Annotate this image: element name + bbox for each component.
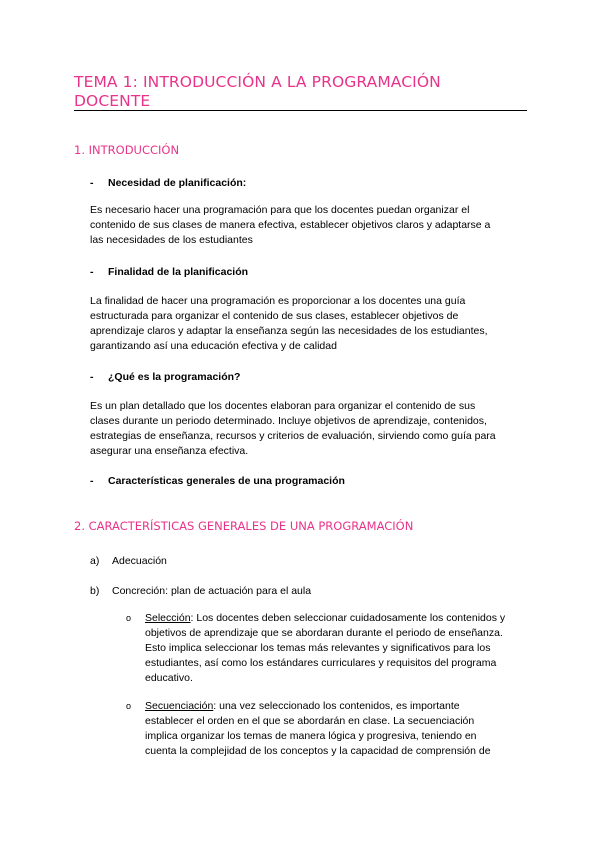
term-secuenciacion: Secuenciación <box>145 700 214 712</box>
title-line-2: DOCENTE <box>74 92 151 110</box>
paragraph-finalidad: La finalidad de hacer una programación es proporcionar a los docentes una guía estructurada para organizar el contenido de sus clases, establecer objetivos de aprendizaje claros y adaptar la enseñanza según las necesidades de los estudiantes, garantizando así una educación efectiva y de calidad <box>90 295 488 352</box>
paragraph-planificacion: Es necesario hacer una programación para que los docentes puedan organizar el contenido de sus clases de manera efectiva, establecer objetivos claros y adaptarse a las necesidades de los estudiantes <box>90 204 491 246</box>
list-item-adecuacion: a) Adecuación <box>90 555 167 567</box>
subitem-secuenciacion: o Secuenciación: una vez seleccionado los contenidos, es importante establecer el orden en el que se abordarán en clase. La secuenciación implica organizar los temas de manera lógica y progresiva, teniendo en cuenta la complejidad de los conceptos y la capacidad de comprensión de <box>126 700 491 757</box>
title-line-1: TEMA 1: INTRODUCCIÓN A LA PROGRAMACIÓN <box>74 73 441 91</box>
bullet-heading-planificacion: - Necesidad de planificación: <box>90 177 247 189</box>
subitem-seleccion: o Selección: Los docentes deben seleccionar cuidadosamente los contenidos y objetivos de aprendizaje que se abordaran durante el periodo de enseñanza. Esto implica seleccionar los temas más relevantes y significativos para los estudiantes, así como los estándares curriculares y requisitos del programa educativo. <box>126 612 506 684</box>
list-item-concrecion: b) Concreción: plan de actuación para el aula <box>90 585 312 597</box>
title-underline <box>74 110 527 111</box>
bullet-heading-caracteristicas: - Características generales de una programación <box>90 475 345 487</box>
section-2-heading: 2. CARACTERÍSTICAS GENERALES DE UNA PROGRAMACIÓN <box>74 519 414 533</box>
bullet-heading-finalidad: - Finalidad de la planificación <box>90 266 249 278</box>
paragraph-que-es: Es un plan detallado que los docentes elaboran para organizar el contenido de sus clases durante un periodo determinado. Incluye objetivos de aprendizaje, contenidos, estrategias de enseñanza, recursos y criterios de evaluación, sirviendo como guía para asegurar una enseñanza efectiva. <box>90 400 496 457</box>
bullet-heading-que-es: - ¿Qué es la programación? <box>90 371 241 383</box>
section-1-heading: 1. INTRODUCCIÓN <box>74 143 180 157</box>
document-title <box>74 73 526 111</box>
term-seleccion: Selección <box>145 612 191 624</box>
